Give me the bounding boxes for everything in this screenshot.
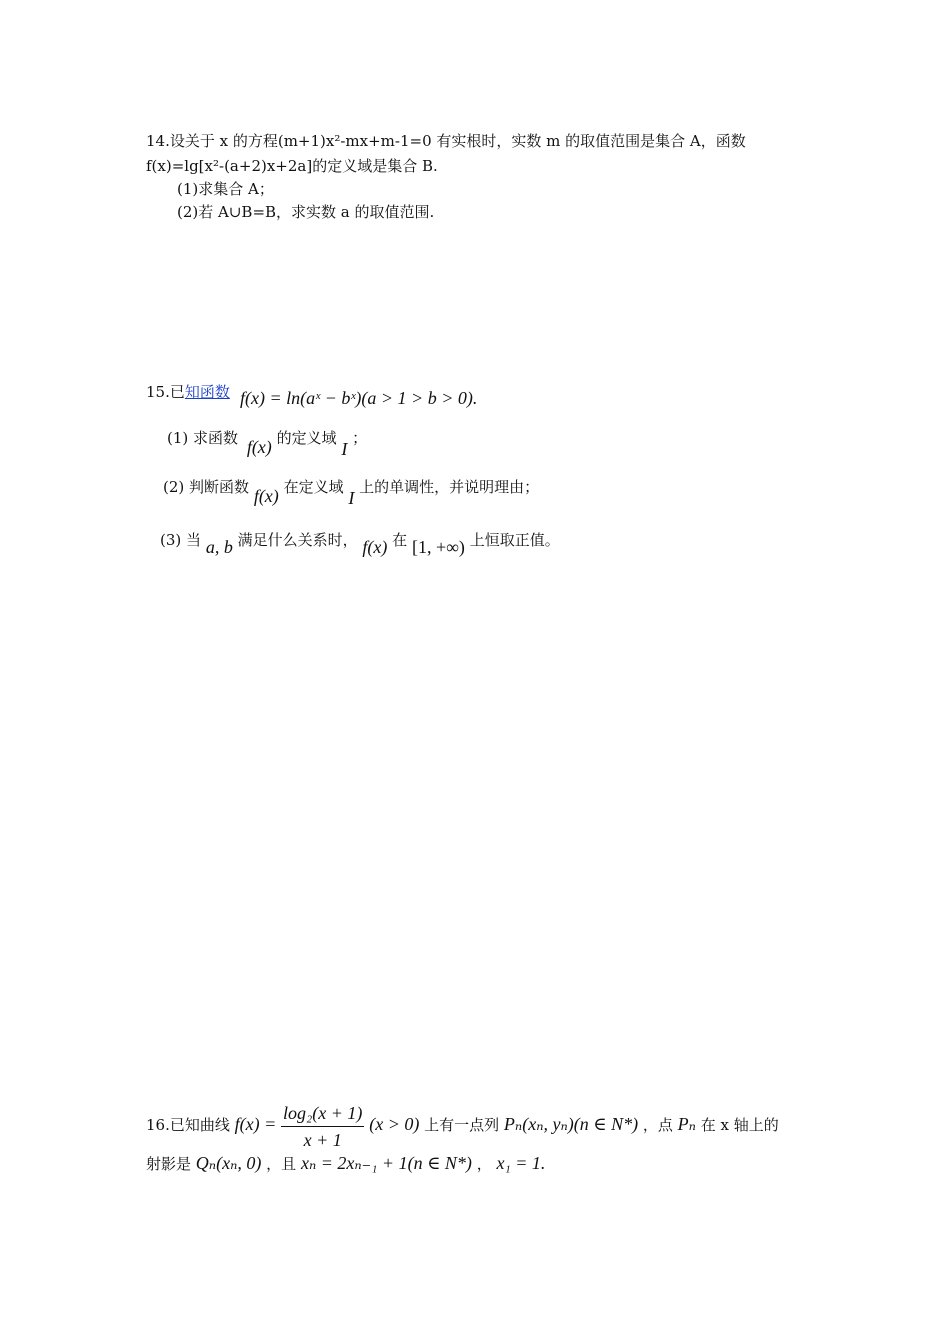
q15-formula	[240, 388, 477, 408]
q16-t1: 上有一点列	[424, 1116, 500, 1134]
q14-part1: (1)求集合 A；	[177, 180, 274, 198]
q15-p2-I: I	[348, 488, 355, 508]
q16-l2-a: 射影是	[146, 1155, 192, 1173]
q16-t3: 在 x 轴上的	[700, 1116, 779, 1134]
q15-p3-mid: 满足什么关系时，	[237, 531, 358, 549]
q16-fraction-num: log₂(x + 1)	[281, 1102, 364, 1127]
q15-p3-label: (3) 当	[160, 531, 202, 549]
q16-pn: Pₙ(xₙ, yₙ)(n ∈ N*)	[503, 1114, 639, 1134]
q15-p2-mid: 在定义域	[283, 478, 344, 496]
q15-p3-ab: a, b	[205, 537, 233, 557]
q15-part2	[163, 477, 539, 508]
q16-f: f(x) =	[234, 1114, 277, 1134]
q15-formula-text: f(x) = ln(aˣ − bˣ)(a > 1 > b > 0)	[240, 388, 473, 408]
q16-prefix: 16.已知曲线	[146, 1116, 230, 1134]
q15-part1	[167, 428, 367, 459]
q15-part3	[160, 530, 560, 557]
q15-p2-f: f(x)	[253, 486, 279, 506]
q16-l2-c: ，	[476, 1155, 492, 1173]
q15-formula-end: .	[472, 388, 478, 408]
q14-line1: 14.设关于 x 的方程(m+1)x²-mx+m-1=0 有实根时，实数 m 的取值范围是集合 A，函数	[146, 132, 746, 150]
q14-part2: (2)若 A∪B=B，求实数 a 的取值范围.	[177, 203, 435, 221]
q15-p3-f: f(x)	[362, 537, 388, 557]
q16-pn2: Pₙ	[677, 1114, 696, 1134]
q16-qn: Qₙ(xₙ, 0)	[195, 1153, 262, 1173]
q16-t2: ，点	[642, 1116, 673, 1134]
q15-intro	[146, 382, 230, 402]
q15-p1-I: I	[341, 439, 348, 459]
q15-p1-label: (1) 求函数	[167, 429, 239, 447]
q14-line2: f(x)=lg[x²-(a+2)x+2a]的定义域是集合 B.	[146, 157, 438, 175]
q15-p2-label: (2) 判断函数	[163, 478, 250, 496]
q16-l2-b: ，且	[266, 1155, 297, 1173]
q16-cond: (x > 0)	[369, 1114, 420, 1134]
q16-line1	[146, 1100, 779, 1148]
q16-fraction-den: x + 1	[303, 1129, 342, 1150]
q15-link[interactable]: 知函数	[184, 383, 230, 401]
q16-line2	[146, 1151, 545, 1176]
q15-prefix: 15.已	[146, 383, 185, 401]
q15-p3-interval: [1, +∞)	[411, 537, 465, 557]
q15-p2-end: 上的单调性，并说明理由；	[359, 478, 540, 496]
q15-p1-mid: 的定义域	[276, 429, 337, 447]
q16-recurrence: xₙ = 2xₙ₋₁ + 1(n ∈ N*)	[300, 1153, 472, 1173]
q15-p3-end: 上恒取正值。	[469, 531, 560, 549]
q16-x1: x₁ = 1.	[496, 1153, 546, 1173]
q15-p1-end: ；	[352, 429, 368, 447]
q15-p3-at: 在	[392, 531, 408, 549]
q16-fraction	[281, 1102, 364, 1151]
q15-p1-f: f(x)	[246, 437, 272, 457]
